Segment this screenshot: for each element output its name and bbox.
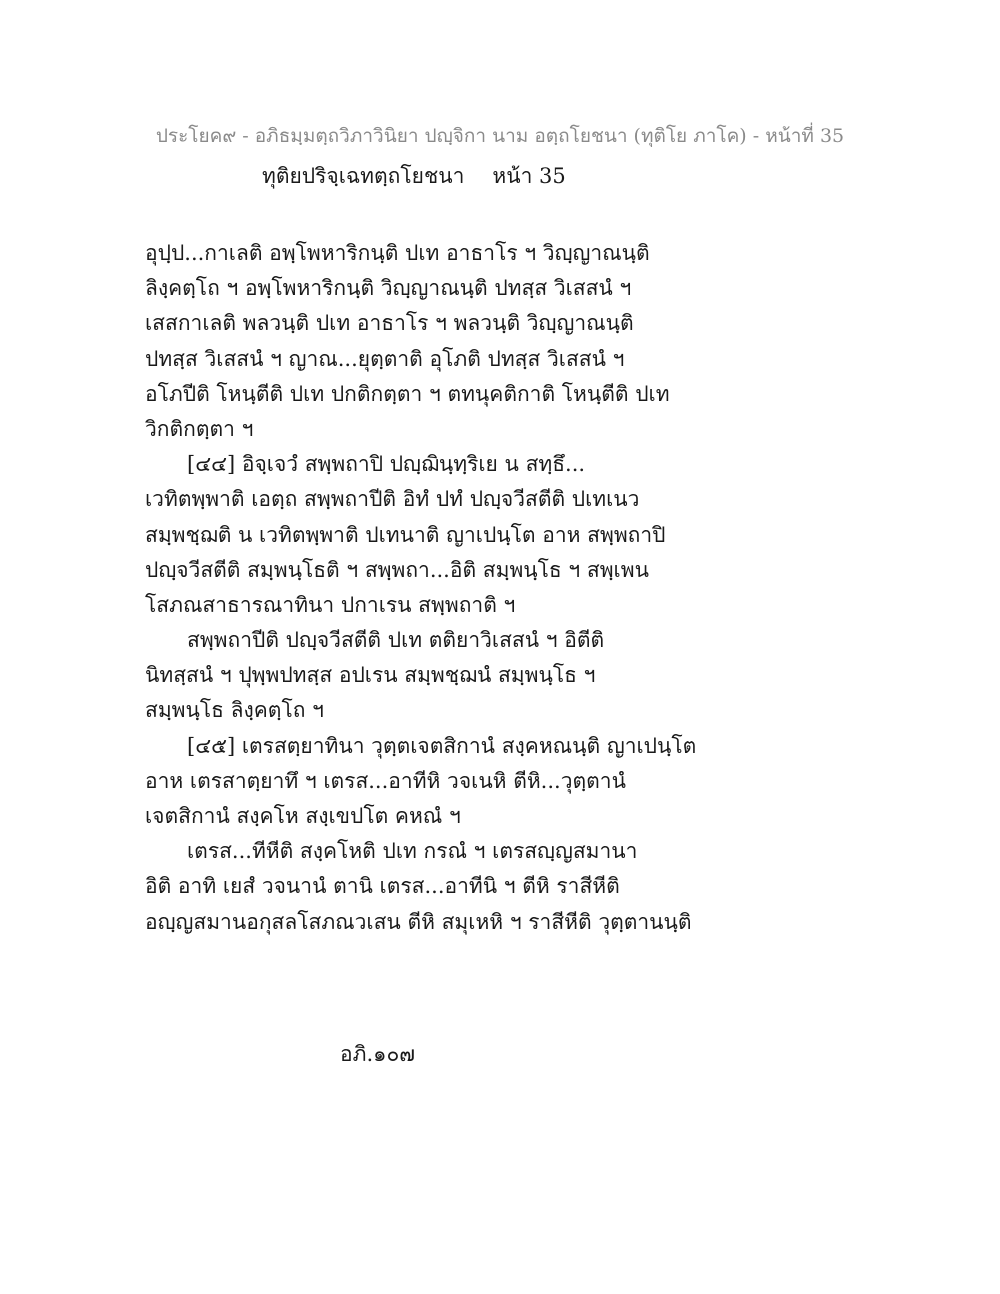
text-line: ลิงฺคตฺโถ ฯ อพฺโพหาริกนฺติ วิญฺญาณนฺติ ปทสฺส วิเสสนํ ฯ [145, 276, 632, 301]
paragraph-start-line: สพฺพถาปีติ ปญฺจวีสตีติ ปเท ตติยาวิเสสนํ ฯ อิตีติ [187, 628, 605, 653]
text-line: เวทิตพฺพาติ เอตฺถ สพฺพถาปีติ อิทํ ปทํ ปญฺจวีสตีติ ปเทเนว [145, 487, 640, 512]
text-line: อิติ อาทิ เยสํ วจนานํ ตานิ เตรส...อาทีนิ ฯ ตีหิ ราสีหีติ [145, 874, 620, 899]
page-number-label: หน้า 35 [492, 164, 566, 188]
text-line: อโภปีติ โหนฺตีติ ปเท ปกติกตฺตา ฯ ตทนุคติกาติ โหนฺตีติ ปเท [145, 381, 670, 406]
footer-reference: อภิ.๑๐๗ [340, 1042, 416, 1066]
text-line: สมฺพนฺโธ ลิงฺคตฺโถ ฯ [145, 698, 324, 723]
text-line: เสสกาเลติ พลวนฺติ ปเท อาธาโร ฯ พลวนฺติ วิญฺญาณนฺติ [145, 311, 634, 336]
text-line: อุปฺป...กาเลติ อพฺโพหาริกนฺติ ปเท อาธาโร ฯ วิญฺญาณนฺติ [145, 241, 650, 265]
page-heading [262, 160, 566, 193]
text-line: ปญฺจวีสตีติ สมฺพนฺโธติ ฯ สพฺพถา...อิติ สมฺพนฺโธ ฯ สพฺเพน [145, 557, 649, 582]
text-line: ปทสฺส วิเสสนํ ฯ ญาณ...ยุตฺตาติ อุโภติ ปทสฺส วิเสสนํ ฯ [145, 346, 625, 371]
text-line: นิทสฺสนํ ฯ ปุพฺพปทสฺส อปเรน สมฺพชฺฌนํ สมฺพนฺโธ ฯ [145, 663, 596, 688]
body-text [145, 236, 697, 940]
section-title: ทุติยปริจฺเฉทตฺถโยชนา [262, 164, 465, 188]
running-header: ประโยค๙ - อภิธมฺมตฺถวิภาวินิยา ปญฺจิกา นาม อตฺถโยชนา (ทุติโย ภาโค) - หน้าที่ 35 [155, 125, 845, 147]
text-line: สมฺพชฺฌติ น เวทิตพฺพาติ ปเทนาติ ญาเปนฺโต อาห สพฺพถาปิ [145, 522, 666, 547]
text-line: อาห เตรสาตฺยาทึ ฯ เตรส...อาทีหิ วจเนหิ ตีหิ...วุตฺตานํ [145, 768, 626, 793]
text-line: เจตสิกานํ สงฺคโห สงฺเขปโต คหณํ ฯ [145, 804, 461, 828]
paragraph-start-line: [๔๔] อิจฺเจวํ สพฺพถาปิ ปญฺฌินฺทฺริเย น สทฺธึ... [187, 452, 586, 477]
text-line: วิกติกตฺตา ฯ [145, 416, 254, 441]
paragraph-start-line: [๔๕] เตรสตฺยาทินา วุตฺตเจตสิกานํ สงฺคหณนฺติ ญาเปนฺโต [187, 733, 697, 758]
paragraph-start-line: เตรส...ทีหีติ สงฺคโหติ ปเท กรณํ ฯ เตรสญฺญสมานา [187, 839, 638, 864]
text-line: อญฺญสมานอกุสลโสภณวเสน ตีหิ สมุเหหิ ฯ ราสีหีติ วุตฺตานนฺติ [145, 909, 692, 934]
text-line: โสภณสาธารณาทินา ปกาเรน สพฺพถาติ ฯ [145, 592, 516, 617]
